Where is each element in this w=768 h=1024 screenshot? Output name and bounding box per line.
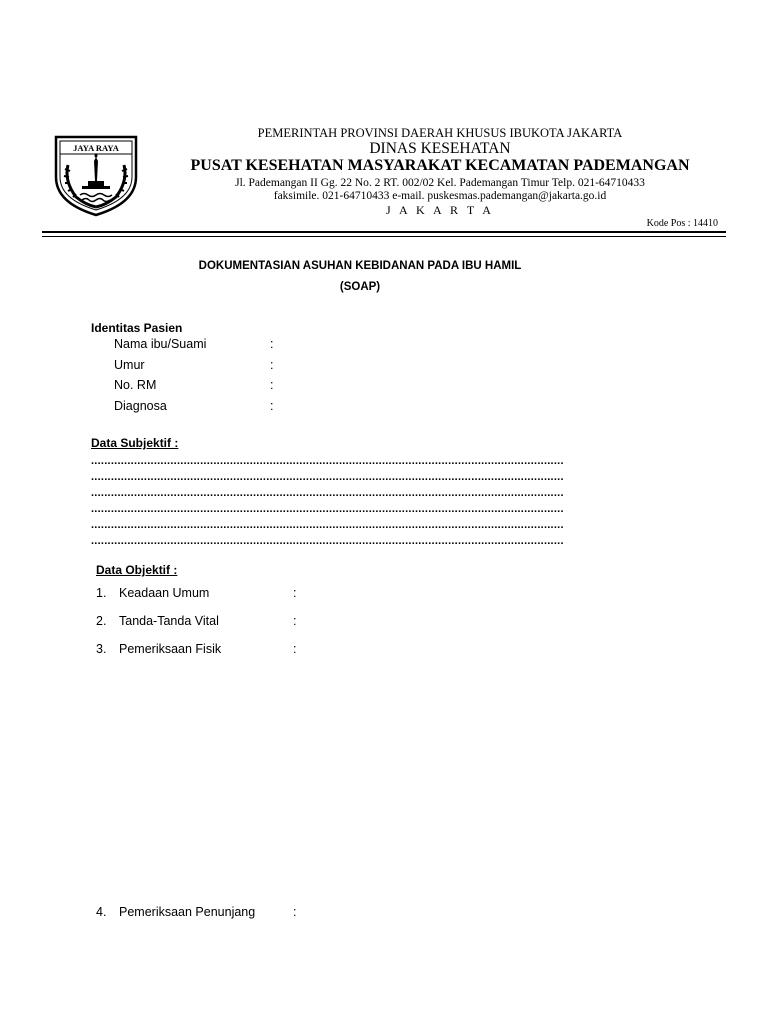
subjektif-dotted-line: ............................................................................................................................................... [91,471,564,483]
objektif-colon: : [293,586,297,600]
identitas-heading: Identitas Pasien [91,321,183,335]
objektif-item-number: 1. [96,586,107,600]
objektif-label-vital-signs: Tanda-Tanda Vital [119,614,219,628]
header-agency: DINAS KESEHATAN [369,140,511,157]
header-health-center: PUSAT KESEHATAN MASYARAKAT KECAMATAN PADEMANGAN [190,157,690,174]
objektif-label-physical-exam: Pemeriksaan Fisik [119,642,222,656]
objektif-colon: : [293,905,297,919]
subjektif-dotted-line: ............................................................................................................................................... [91,519,564,531]
identity-label-rm: No. RM [114,378,157,392]
objektif-colon: : [293,642,297,656]
subjektif-dotted-line: ............................................................................................................................................... [91,535,564,547]
header-contact: faksimile. 021-64710433 e-mail. puskesmas.pademangan@jakarta.go.id [273,190,607,202]
subjektif-dotted-line: ............................................................................................................................................... [91,487,564,499]
jakarta-emblem-logo [52,131,140,217]
identity-colon: : [270,358,274,372]
objektif-label-keadaan-umum: Keadaan Umum [119,586,210,600]
identity-colon: : [270,337,274,351]
identity-label-diagnosis: Diagnosa [114,399,167,413]
header-province: PEMERINTAH PROVINSI DAERAH KHUSUS IBUKOTA JAKARTA [257,126,623,140]
identity-label-age: Umur [114,358,145,372]
subjektif-dotted-line: ............................................................................................................................................... [91,455,564,467]
objektif-item-number: 3. [96,642,107,656]
header-city: J A K A R T A [386,203,494,217]
identity-colon: : [270,399,274,413]
identity-label-name: Nama ibu/Suami [114,337,207,351]
svg-text:JAYA RAYA: JAYA RAYA [73,143,119,153]
header-postal-code: Kode Pos : 14410 [646,218,718,229]
subjektif-heading: Data Subjektif : [91,436,179,450]
subjektif-dotted-line: ............................................................................................................................................... [91,503,564,515]
document-title: DOKUMENTASIAN ASUHAN KEBIDANAN PADA IBU HAMIL [198,260,522,272]
identity-colon: : [270,378,274,392]
header-address: Jl. Pademangan II Gg. 22 No. 2 RT. 002/02 Kel. Pademangan Timur Telp. 021-64710433 [235,177,645,189]
objektif-item-number: 2. [96,614,107,628]
objektif-heading: Data Objektif : [96,563,178,577]
objektif-item-number: 4. [96,905,107,919]
document-subtitle: (SOAP) [339,281,381,293]
header-divider-thick [42,231,726,233]
objektif-colon: : [293,614,297,628]
objektif-label-supporting-exam: Pemeriksaan Penunjang [119,905,256,919]
header-divider-thin [42,236,726,237]
